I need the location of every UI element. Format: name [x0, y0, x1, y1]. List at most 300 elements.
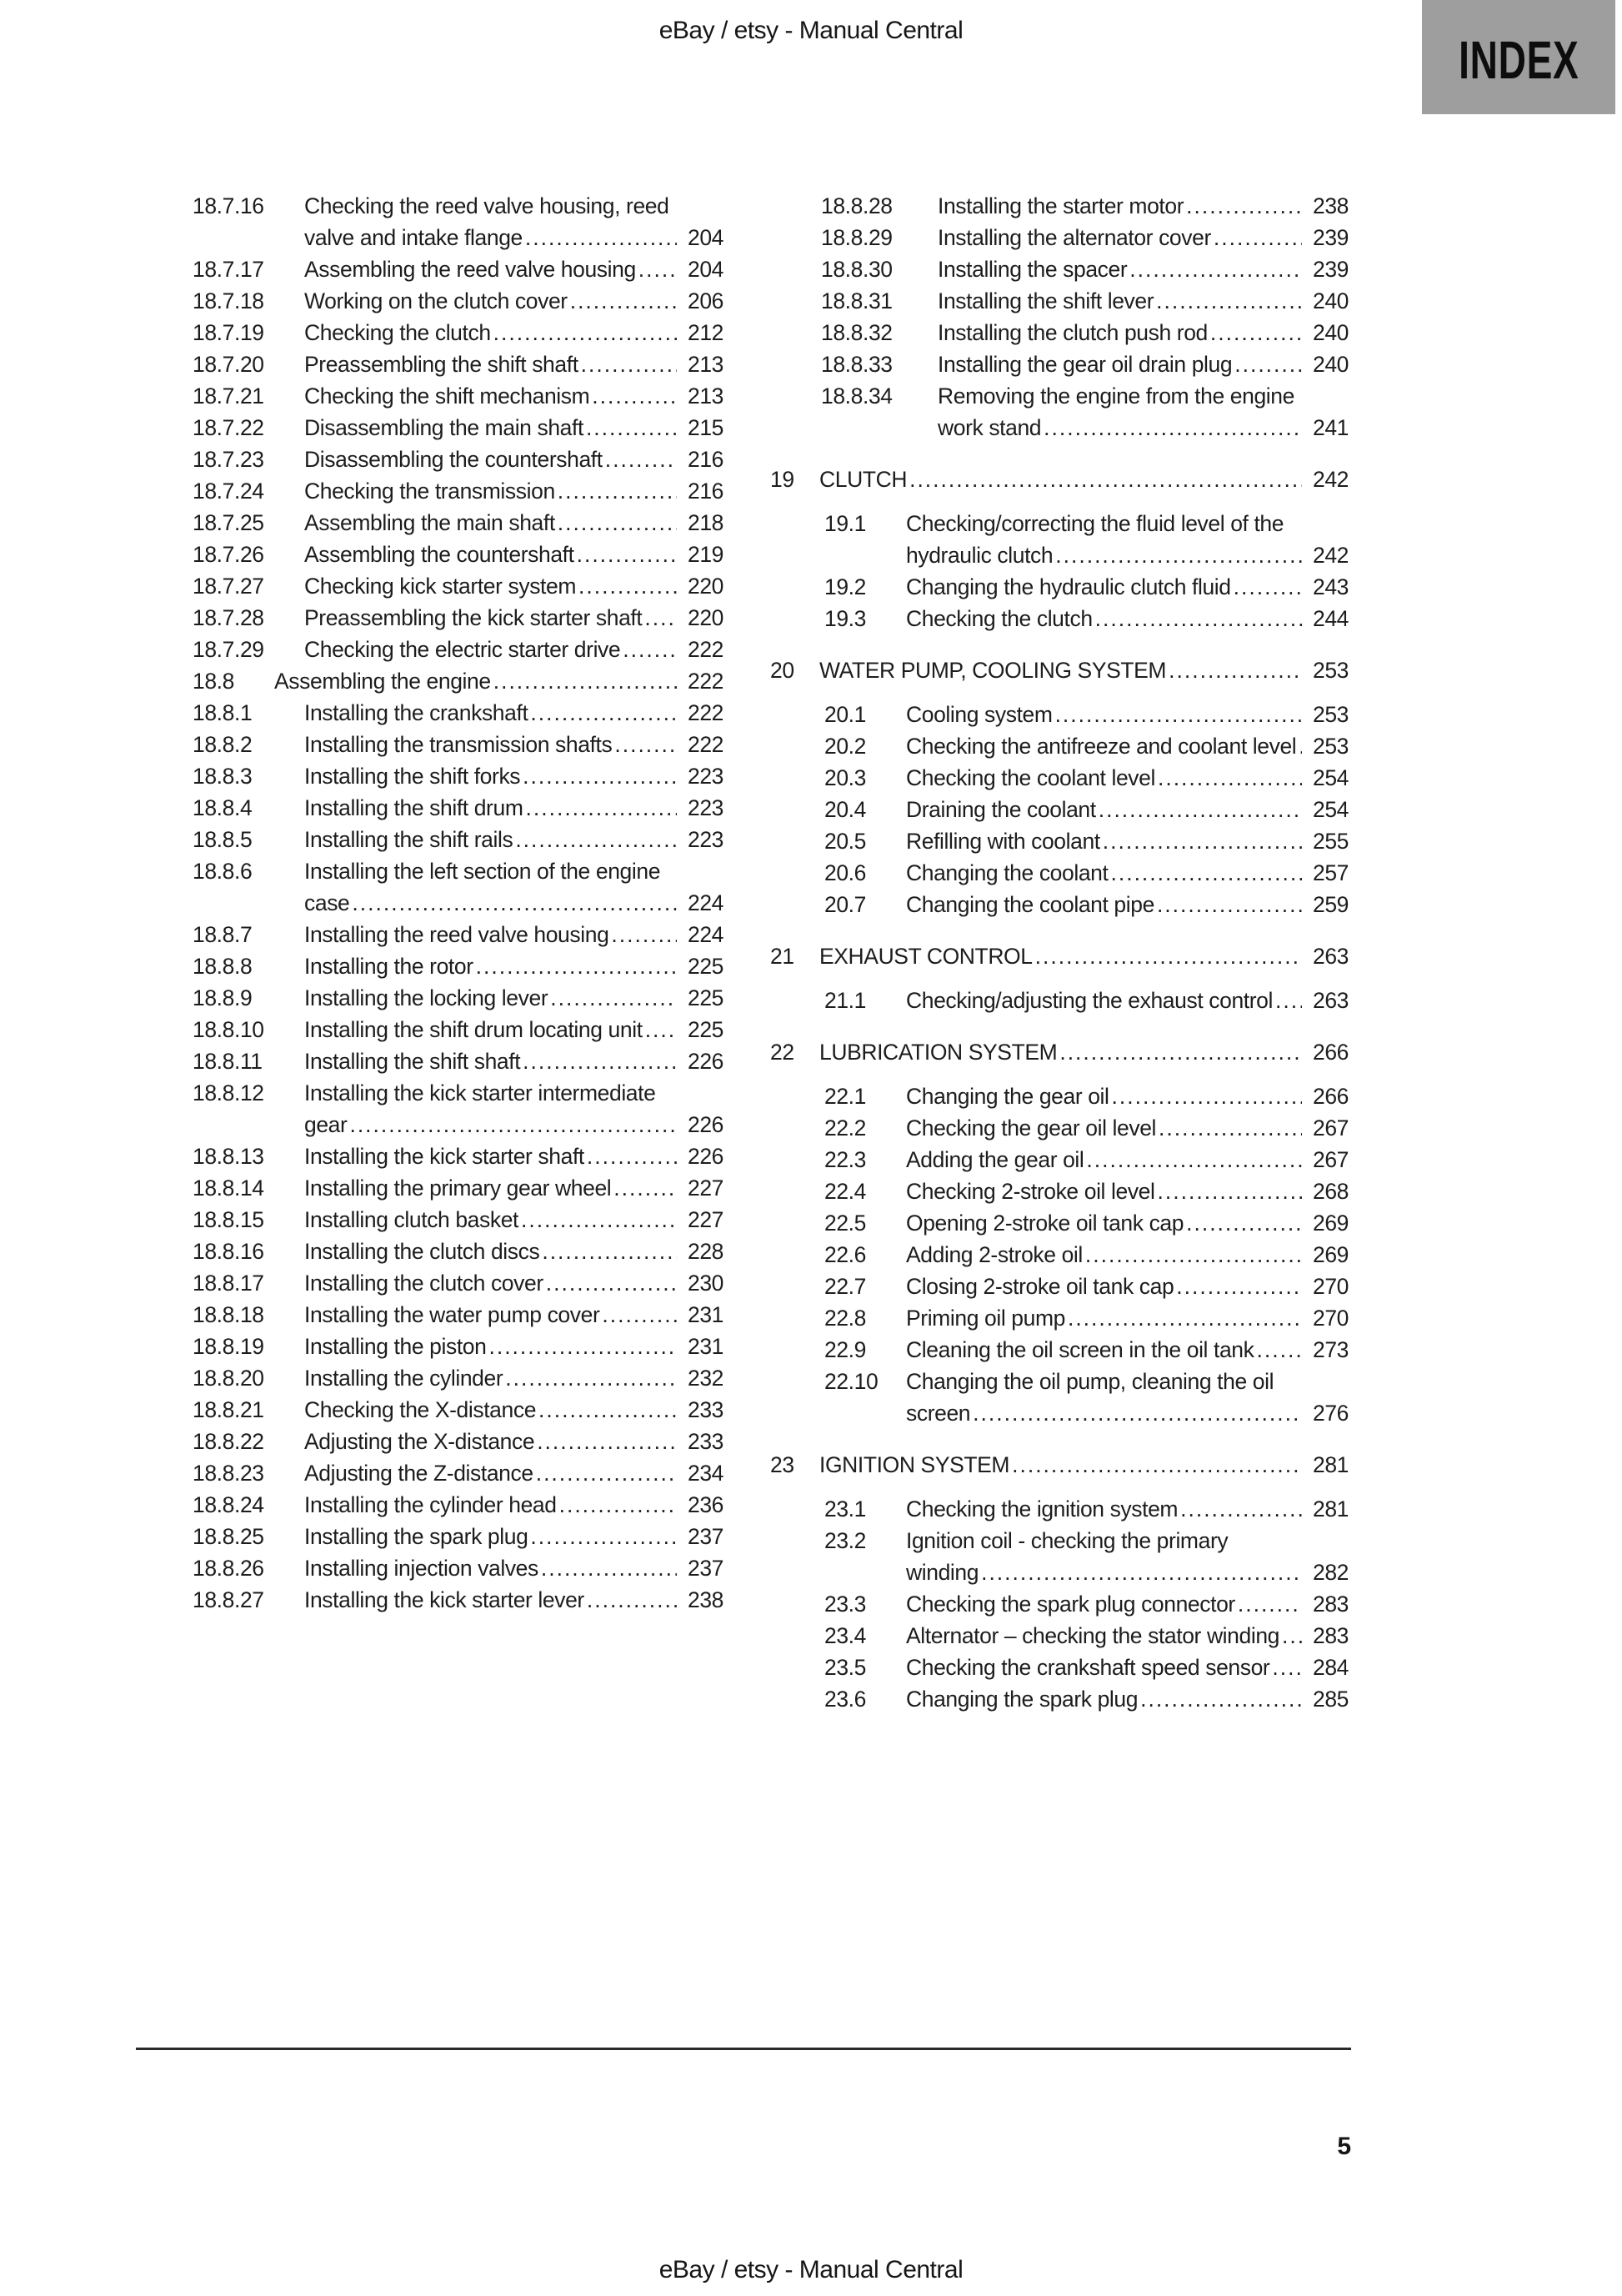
toc-entry-number: 18.8.22	[193, 1429, 264, 1454]
toc-entry	[193, 950, 723, 982]
toc-entry	[193, 665, 723, 697]
toc-entry-title: Cleaning the oil screen in the oil tank .....	[906, 1334, 1302, 1366]
toc-entry-page: 231	[687, 1302, 723, 1327]
toc-entry-number: 18.8.23	[193, 1461, 264, 1486]
toc-entry-page: 215	[687, 415, 723, 440]
toc-entry-number: 18.8.30	[821, 257, 893, 282]
toc-entry-number: 20.1	[824, 702, 866, 727]
toc-entry-number: 18.8.14	[193, 1176, 264, 1201]
toc-entry	[193, 919, 723, 950]
toc-entry-number: 18.7.29	[193, 637, 264, 662]
toc-entry-page: 242	[1312, 543, 1349, 568]
toc-entry-page: 240	[1312, 288, 1349, 313]
toc-entry-page: 227	[687, 1207, 723, 1232]
toc-entry-page: 269	[1312, 1211, 1349, 1236]
toc-entry-number: 18.7.18	[193, 288, 264, 313]
toc-entry-number: 23	[770, 1452, 794, 1477]
toc-entry-page: 253	[1312, 702, 1349, 727]
toc-entry-title: Installing the starter motor .....	[938, 190, 1302, 222]
toc-column-right	[770, 190, 1349, 1715]
toc-entry	[824, 1271, 1349, 1302]
toc-entry	[770, 940, 1349, 972]
toc-entry-page: 226	[687, 1049, 723, 1074]
toc-entry-title: Assembling the countershaft .....	[304, 539, 677, 570]
toc-entry	[824, 889, 1349, 920]
toc-entry-number: 20.3	[824, 765, 866, 790]
toc-entry-title: Installing the kick starter lever .....	[304, 1584, 677, 1616]
toc-entry	[193, 1489, 723, 1521]
toc-entry-page: 237	[687, 1556, 723, 1581]
toc-entry-title: Installing the shift rails .....	[304, 824, 677, 855]
toc-entry-number: 18.8.4	[193, 795, 253, 820]
toc-entry-title: Installing the shift lever .....	[938, 285, 1302, 317]
toc-entry-page: 213	[687, 352, 723, 377]
toc-entry	[193, 1552, 723, 1584]
toc-entry-title: Installing the transmission shafts .....	[304, 729, 677, 760]
toc-entry-page: 269	[1312, 1242, 1349, 1267]
toc-entry-number: 23.6	[824, 1687, 866, 1712]
toc-entry-title: Adjusting the X-distance .....	[304, 1426, 677, 1457]
toc-entry-number: 18.8.17	[193, 1271, 264, 1296]
toc-entry-page: 228	[687, 1239, 723, 1264]
toc-entry-title: Alternator – checking the stator winding .....	[906, 1620, 1302, 1652]
toc-entry-page: 267	[1312, 1115, 1349, 1140]
toc-entry-number: 18.8.7	[193, 922, 253, 947]
toc-entry-page: 266	[1312, 1084, 1349, 1109]
toc-entry	[770, 654, 1349, 686]
toc-entry	[193, 792, 723, 824]
toc-entry	[824, 1525, 1349, 1588]
toc-entry-title: Ignition coil - checking the primary winding .....	[906, 1525, 1302, 1588]
toc-entry-number: 18.8.1	[193, 700, 253, 725]
toc-entry-page: 238	[687, 1587, 723, 1612]
toc-entry-number: 18.8.8	[193, 954, 253, 979]
toc-entry	[824, 1683, 1349, 1715]
toc-entry-page: 268	[1312, 1179, 1349, 1204]
toc-entry-number: 18.8.27	[193, 1587, 264, 1612]
toc-entry-number: 19.2	[824, 574, 866, 599]
toc-entry-number: 18.8.6	[193, 859, 253, 884]
toc-entry	[821, 380, 1349, 444]
toc-entry	[824, 1493, 1349, 1525]
toc-entry-title: Installing clutch basket .....	[304, 1204, 677, 1236]
toc-entry	[821, 253, 1349, 285]
toc-entry	[193, 1014, 723, 1045]
toc-entry	[193, 1077, 723, 1140]
toc-entry-page: 254	[1312, 765, 1349, 790]
footer-title: eBay / etsy - Manual Central	[658, 2256, 964, 2283]
toc-entry-title: Installing the piston .....	[304, 1331, 677, 1362]
toc-entry	[824, 1334, 1349, 1366]
toc-entry-number: 22.4	[824, 1179, 866, 1204]
toc-entry-number: 18.7.23	[193, 447, 264, 472]
toc-entry-page: 255	[1312, 829, 1349, 854]
toc-entry-page: 222	[687, 732, 723, 757]
toc-entry-title: Adjusting the Z-distance .....	[304, 1457, 677, 1489]
toc-entry-title: Installing the kick starter intermediate gear .....	[304, 1077, 677, 1140]
toc-entry-title: Checking the X-distance .....	[304, 1394, 677, 1426]
toc-entry-page: 223	[687, 795, 723, 820]
toc-entry-page: 267	[1312, 1147, 1349, 1172]
toc-entry	[193, 1394, 723, 1426]
toc-entry	[193, 539, 723, 570]
toc-entry	[824, 603, 1349, 634]
toc-entry-title: Checking the transmission .....	[304, 475, 677, 507]
toc-entry	[193, 1236, 723, 1267]
toc-entry-number: 18.8.12	[193, 1080, 264, 1105]
toc-entry-page: 220	[687, 574, 723, 599]
toc-entry-title: Installing the locking lever .....	[304, 982, 677, 1014]
toc-entry	[770, 1449, 1349, 1481]
toc-entry-title: Cooling system .....	[906, 699, 1302, 730]
toc-entry-page: 239	[1312, 257, 1349, 282]
toc-entry	[824, 1620, 1349, 1652]
toc-entry-number: 18.8.15	[193, 1207, 264, 1232]
toc-entry-number: 22.7	[824, 1274, 866, 1299]
toc-entry-title: Checking 2-stroke oil level .....	[906, 1176, 1302, 1207]
toc-entry-number: 19	[770, 467, 794, 492]
toc-entry-title: Priming oil pump .....	[906, 1302, 1302, 1334]
toc-entry-number: 21.1	[824, 988, 866, 1013]
toc-entry	[821, 190, 1349, 222]
toc-entry-title: Checking the ignition system .....	[906, 1493, 1302, 1525]
toc-entry-number: 18.8.29	[821, 225, 893, 250]
toc-entry	[824, 1112, 1349, 1144]
toc-entry-number: 18.7.17	[193, 257, 264, 282]
index-tab-label: INDEX	[1458, 29, 1579, 90]
toc-entry-page: 270	[1312, 1274, 1349, 1299]
toc-entry	[193, 1584, 723, 1616]
toc-entry-title: WATER PUMP, COOLING SYSTEM .....	[819, 654, 1302, 686]
toc-entry	[824, 1652, 1349, 1683]
toc-entry-title: Assembling the main shaft .....	[304, 507, 677, 539]
toc-entry-title: Changing the coolant .....	[906, 857, 1302, 889]
toc-entry-title: Installing the gear oil drain plug .....	[938, 348, 1302, 380]
toc-entry	[193, 760, 723, 792]
toc-entry-page: 204	[687, 225, 723, 250]
toc-entry	[821, 222, 1349, 253]
toc-entry	[193, 444, 723, 475]
toc-entry-page: 281	[1312, 1452, 1349, 1477]
page-number: 5	[1337, 2133, 1351, 2160]
toc-entry	[193, 507, 723, 539]
toc-entry-number: 22.6	[824, 1242, 866, 1267]
toc-entry-page: 239	[1312, 225, 1349, 250]
toc-entry-page: 240	[1312, 320, 1349, 345]
toc-entry-page: 276	[1312, 1401, 1349, 1426]
toc-entry-title: Installing the clutch cover .....	[304, 1267, 677, 1299]
toc-entry-number: 18.8.3	[193, 764, 253, 789]
toc-entry-page: 241	[1312, 415, 1349, 440]
toc-entry	[824, 794, 1349, 825]
toc-entry-title: Checking the coolant level .....	[906, 762, 1302, 794]
toc-entry-number: 18.8.19	[193, 1334, 264, 1359]
toc-entry-title: Closing 2-stroke oil tank cap .....	[906, 1271, 1302, 1302]
toc-entry	[193, 285, 723, 317]
toc-entry-page: 281	[1312, 1496, 1349, 1521]
toc-entry	[824, 762, 1349, 794]
toc-entry-number: 20.4	[824, 797, 866, 822]
toc-entry	[824, 1144, 1349, 1176]
toc-entry	[193, 729, 723, 760]
toc-entry-number: 18.7.16	[193, 193, 264, 218]
toc-entry-page: 224	[687, 890, 723, 915]
toc-entry-title: Installing the reed valve housing .....	[304, 919, 677, 950]
toc-entry	[824, 1302, 1349, 1334]
toc-entry-title: Installing the alternator cover .....	[938, 222, 1302, 253]
toc-entry-page: 216	[687, 479, 723, 504]
toc-entry-number: 18.8.28	[821, 193, 893, 218]
toc-entry-number: 18.8.21	[193, 1397, 264, 1422]
toc-entry-page: 233	[687, 1429, 723, 1454]
toc-entry	[193, 1521, 723, 1552]
toc-entry	[824, 985, 1349, 1016]
toc-entry-title: Installing the cylinder head .....	[304, 1489, 677, 1521]
toc-entry-title: Assembling the reed valve housing .....	[304, 253, 677, 285]
toc-entry	[193, 1299, 723, 1331]
toc-entry-number: 20.5	[824, 829, 866, 854]
toc-entry-page: 233	[687, 1397, 723, 1422]
toc-entry	[193, 982, 723, 1014]
toc-entry-number: 22.3	[824, 1147, 866, 1172]
toc-entry-number: 22.1	[824, 1084, 866, 1109]
toc-entry	[193, 1362, 723, 1394]
toc-entry-title: Opening 2-stroke oil tank cap .....	[906, 1207, 1302, 1239]
toc-entry-title: Checking the shift mechanism .....	[304, 380, 677, 412]
toc-entry-number: 20	[770, 658, 794, 683]
toc-entry-page: 234	[687, 1461, 723, 1486]
toc-entry	[193, 855, 723, 919]
toc-entry	[193, 634, 723, 665]
toc-entry-title: Installing the clutch discs .....	[304, 1236, 677, 1267]
toc-entry-title: LUBRICATION SYSTEM .....	[819, 1036, 1302, 1068]
toc-entry-page: 212	[687, 320, 723, 345]
toc-entry-page: 263	[1312, 944, 1349, 969]
toc-entry-page: 222	[687, 669, 723, 694]
toc-entry-number: 18.8.34	[821, 384, 893, 409]
toc-column-left	[193, 190, 723, 1616]
toc-entry-number: 18.8.18	[193, 1302, 264, 1327]
toc-entry-title: Checking/correcting the fluid level of the hydraulic clutch .....	[906, 508, 1302, 571]
toc-entry-title: CLUTCH .....	[819, 464, 1302, 495]
toc-entry-title: Refilling with coolant .....	[906, 825, 1302, 857]
toc-entry-title: Preassembling the kick starter shaft .....	[304, 602, 677, 634]
toc-entry	[824, 699, 1349, 730]
toc-entry-page: 219	[687, 542, 723, 567]
toc-entry	[824, 1207, 1349, 1239]
toc-entry-page: 253	[1312, 734, 1349, 759]
toc-entry-page: 283	[1312, 1592, 1349, 1617]
toc-entry-page: 242	[1312, 467, 1349, 492]
toc-entry-number: 18.8.13	[193, 1144, 264, 1169]
toc-entry-number: 22.9	[824, 1337, 866, 1362]
toc-entry-number: 18.8.31	[821, 288, 893, 313]
toc-entry-page: 273	[1312, 1337, 1349, 1362]
toc-entry-title: Removing the engine from the engine work stand .....	[938, 380, 1302, 444]
toc-entry-title: Checking the crankshaft speed sensor .....	[906, 1652, 1302, 1683]
toc-entry-title: Checking the gear oil level .....	[906, 1112, 1302, 1144]
toc-entry	[193, 1331, 723, 1362]
toc-entry-page: 222	[687, 637, 723, 662]
toc-entry-page: 224	[687, 922, 723, 947]
toc-entry-title: Checking the antifreeze and coolant level .....	[906, 730, 1302, 762]
toc-entry-title: Changing the oil pump, cleaning the oil screen .....	[906, 1366, 1302, 1429]
toc-entry-page: 204	[687, 257, 723, 282]
toc-entry-title: Working on the clutch cover .....	[304, 285, 677, 317]
toc-entry-page: 225	[687, 954, 723, 979]
toc-entry	[193, 475, 723, 507]
toc-entry-title: Installing the shift drum .....	[304, 792, 677, 824]
toc-entry	[193, 602, 723, 634]
toc-entry-title: Installing injection valves .....	[304, 1552, 677, 1584]
toc-entry-title: Installing the spacer .....	[938, 253, 1302, 285]
toc-entry-title: Checking the clutch .....	[906, 603, 1302, 634]
toc-entry-title: Changing the gear oil .....	[906, 1080, 1302, 1112]
toc-entry-number: 18.8.11	[193, 1049, 263, 1074]
toc-entry-number: 18.8.20	[193, 1366, 264, 1391]
toc-entry-number: 20.6	[824, 860, 866, 885]
toc-entry-number: 20.7	[824, 892, 866, 917]
toc-entry-page: 236	[687, 1492, 723, 1517]
toc-entry-number: 19.3	[824, 606, 866, 631]
toc-entry	[824, 1080, 1349, 1112]
toc-entry-title: Changing the spark plug .....	[906, 1683, 1302, 1715]
toc-entry-number: 22.10	[824, 1369, 879, 1394]
toc-entry	[824, 1588, 1349, 1620]
toc-entry-page: 230	[687, 1271, 723, 1296]
toc-entry-title: Installing the shift shaft .....	[304, 1045, 677, 1077]
toc-entry-number: 18.7.28	[193, 605, 264, 630]
toc-entry-title: Adding 2-stroke oil .....	[906, 1239, 1302, 1271]
toc-entry-title: Installing the shift forks .....	[304, 760, 677, 792]
toc-entry-title: Changing the coolant pipe .....	[906, 889, 1302, 920]
toc-entry-title: Installing the crankshaft .....	[304, 697, 677, 729]
toc-entry-number: 22.8	[824, 1306, 866, 1331]
toc-entry	[824, 730, 1349, 762]
toc-entry	[824, 857, 1349, 889]
toc-entry-title: Checking the electric starter drive .....	[304, 634, 677, 665]
header-title: eBay / etsy - Manual Central	[658, 17, 964, 44]
toc-entry-title: IGNITION SYSTEM .....	[819, 1449, 1302, 1481]
toc-entry-page: 213	[687, 384, 723, 409]
toc-entry	[193, 317, 723, 348]
toc-entry-page: 222	[687, 700, 723, 725]
toc-entry-page: 240	[1312, 352, 1349, 377]
toc-entry-number: 22	[770, 1040, 794, 1065]
toc-entry	[193, 1172, 723, 1204]
toc-entry-title: Installing the primary gear wheel .....	[304, 1172, 677, 1204]
toc-entry	[193, 697, 723, 729]
toc-entry-page: 223	[687, 827, 723, 852]
toc-entry	[193, 1140, 723, 1172]
toc-entry-number: 18.8.25	[193, 1524, 264, 1549]
toc-entry-title: Installing the spark plug .....	[304, 1521, 677, 1552]
toc-entry	[821, 317, 1349, 348]
toc-entry-page: 243	[1312, 574, 1349, 599]
toc-entry-title: Draining the coolant .....	[906, 794, 1302, 825]
toc-entry-title: Checking the clutch .....	[304, 317, 677, 348]
toc-entry	[193, 253, 723, 285]
toc-entry-number: 18.8.10	[193, 1017, 264, 1042]
toc-entry-page: 218	[687, 510, 723, 535]
toc-entry-page: 282	[1312, 1560, 1349, 1585]
toc-entry	[770, 464, 1349, 495]
toc-entry-page: 254	[1312, 797, 1349, 822]
toc-entry-title: Installing the kick starter shaft .....	[304, 1140, 677, 1172]
footer-divider	[136, 2048, 1351, 2050]
toc-entry	[193, 1204, 723, 1236]
toc-entry-page: 244	[1312, 606, 1349, 631]
toc-entry-number: 18.7.22	[193, 415, 264, 440]
toc-entry-page: 232	[687, 1366, 723, 1391]
toc-entry-number: 18.8.26	[193, 1556, 264, 1581]
toc-entry-number: 20.2	[824, 734, 866, 759]
toc-entry-title: Installing the water pump cover .....	[304, 1299, 677, 1331]
toc-entry-page: 225	[687, 985, 723, 1010]
toc-entry-title: Installing the cylinder .....	[304, 1362, 677, 1394]
toc-entry-title: Installing the shift drum locating unit .....	[304, 1014, 677, 1045]
toc-entry	[824, 1239, 1349, 1271]
toc-entry	[824, 1176, 1349, 1207]
toc-entry-page: 225	[687, 1017, 723, 1042]
toc-entry-number: 18.7.24	[193, 479, 264, 504]
toc-entry-title: Installing the rotor .....	[304, 950, 677, 982]
toc-entry-page: 227	[687, 1176, 723, 1201]
toc-entry-number: 18.8	[193, 669, 234, 694]
toc-entry-page: 257	[1312, 860, 1349, 885]
toc-entry-page: 283	[1312, 1623, 1349, 1648]
toc-entry-number: 18.7.25	[193, 510, 264, 535]
toc-entry-title: Checking/adjusting the exhaust control .....	[906, 985, 1302, 1016]
toc-entry-page: 231	[687, 1334, 723, 1359]
toc-entry-page: 226	[687, 1144, 723, 1169]
toc-entry-number: 18.7.20	[193, 352, 264, 377]
toc-entry-number: 23.5	[824, 1655, 866, 1680]
toc-entry	[193, 824, 723, 855]
toc-entry	[824, 508, 1349, 571]
toc-entry-title: Checking kick starter system .....	[304, 570, 677, 602]
toc-entry	[824, 825, 1349, 857]
toc-entry-number: 18.8.24	[193, 1492, 264, 1517]
toc-entry-title: Checking the spark plug connector .....	[906, 1588, 1302, 1620]
toc-entry	[193, 348, 723, 380]
toc-entry-title: Installing the left section of the engine case .....	[304, 855, 677, 919]
toc-entry-page: 284	[1312, 1655, 1349, 1680]
toc-entry-page: 206	[687, 288, 723, 313]
toc-entry-title: Checking the reed valve housing, reed valve and intake flange .....	[304, 190, 677, 253]
toc-entry-page: 238	[1312, 193, 1349, 218]
toc-entry-number: 18.7.21	[193, 384, 264, 409]
toc-entry-title: Assembling the engine .....	[274, 665, 677, 697]
toc-entry-number: 22.5	[824, 1211, 866, 1236]
toc-entry-number: 18.8.32	[821, 320, 893, 345]
toc-entry-number: 18.8.5	[193, 827, 253, 852]
toc-entry-title: Preassembling the shift shaft .....	[304, 348, 677, 380]
toc-entry	[193, 380, 723, 412]
toc-entry-page: 237	[687, 1524, 723, 1549]
toc-entry-number: 18.8.16	[193, 1239, 264, 1264]
toc-entry-number: 23.3	[824, 1592, 866, 1617]
toc-entry	[824, 1366, 1349, 1429]
toc-entry-page: 220	[687, 605, 723, 630]
toc-entry-title: EXHAUST CONTROL .....	[819, 940, 1302, 972]
toc-entry-page: 253	[1312, 658, 1349, 683]
toc-entry	[193, 1426, 723, 1457]
toc-entry-page: 266	[1312, 1040, 1349, 1065]
toc-entry-title: Disassembling the main shaft .....	[304, 412, 677, 444]
toc-entry-number: 22.2	[824, 1115, 866, 1140]
toc-entry-number: 18.7.19	[193, 320, 264, 345]
